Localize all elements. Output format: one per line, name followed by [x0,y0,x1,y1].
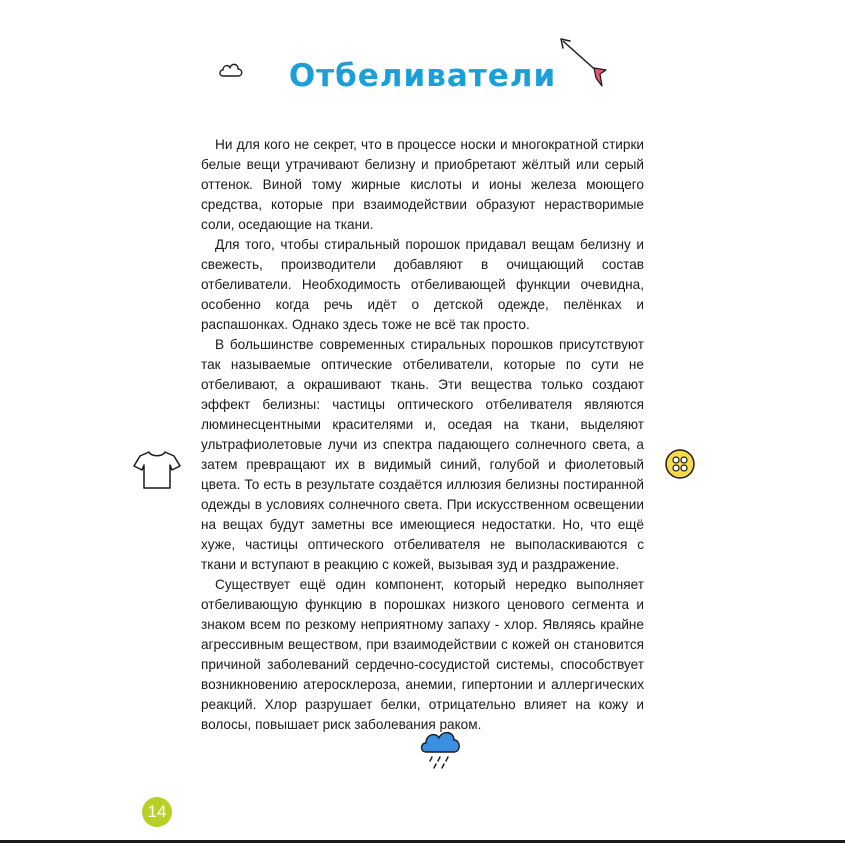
page-number-badge: 14 [142,797,172,827]
bottom-divider [0,840,845,843]
page-title: Отбеливатели [288,58,557,94]
paragraph-3: В большинстве современных стиральных порошков присутствуют так называемые оптические отбеливатели, которые по сути не отбеливают, а окрашивают ткань. Эти вещества только создают эффект белизны: частицы оптического отбеливателя являются люминесцентными красителями и, оседая на ткани, выделяют ультрафиолетовые лучи из спектра падающего солнечного света, а затем превращают их в видимый синий, голубой и фиолетовый цвета. То есть в результате создаётся иллюзия белизны постиранной одежды в условиях солнечного света. При искусственном освещении на вещах будут заметны все имеющиеся недостатки. Но, что ещё хуже, частицы оптического отбеливателя не выполаскиваются с ткани и вступают в реакцию с кожей, вызывая зуд и раздражение. [201,337,644,572]
button-icon [664,448,696,480]
rain-cloud-icon [418,726,464,774]
paragraph-2: Для того, чтобы стиральный порошок придавал вещам белизну и свежесть, производители добавляют в очищающий состав отбеливатели. Необходимость отбеливающей функции очевидна, особенно когда речь идёт о детской одежде, пелёнках и распашонках. Однако здесь тоже не всё так просто. [201,237,644,332]
paragraph-4: Существует ещё один компонент, который нередко выполняет отбеливающую функцию в порошках низкого ценового сегмента и знаком всем по резкому неприятному запаху - хлор. Являясь крайне агрессивным веществом, при взаимодействии с кожей он становится причиной заболеваний сердечно-сосудистой системы, способствует возникновению атеросклероза, анемии, гипертонии и аллергических реакций. Хлор разрушает белки, отрицательно влияет на кожу и волосы, повышает риск заболевания раком. [201,577,644,732]
tshirt-icon [132,448,182,492]
paragraph-1: Ни для кого не секрет, что в процессе носки и многократной стирки белые вещи утрачивают белизну и приобретают жёлтый или серый оттенок. Виной тому жирные кислоты и ионы железа моющего средства, которые при взаимодействии образуют нерастворимые соли, оседающие на ткани. [201,137,644,232]
article-body [201,135,644,735]
